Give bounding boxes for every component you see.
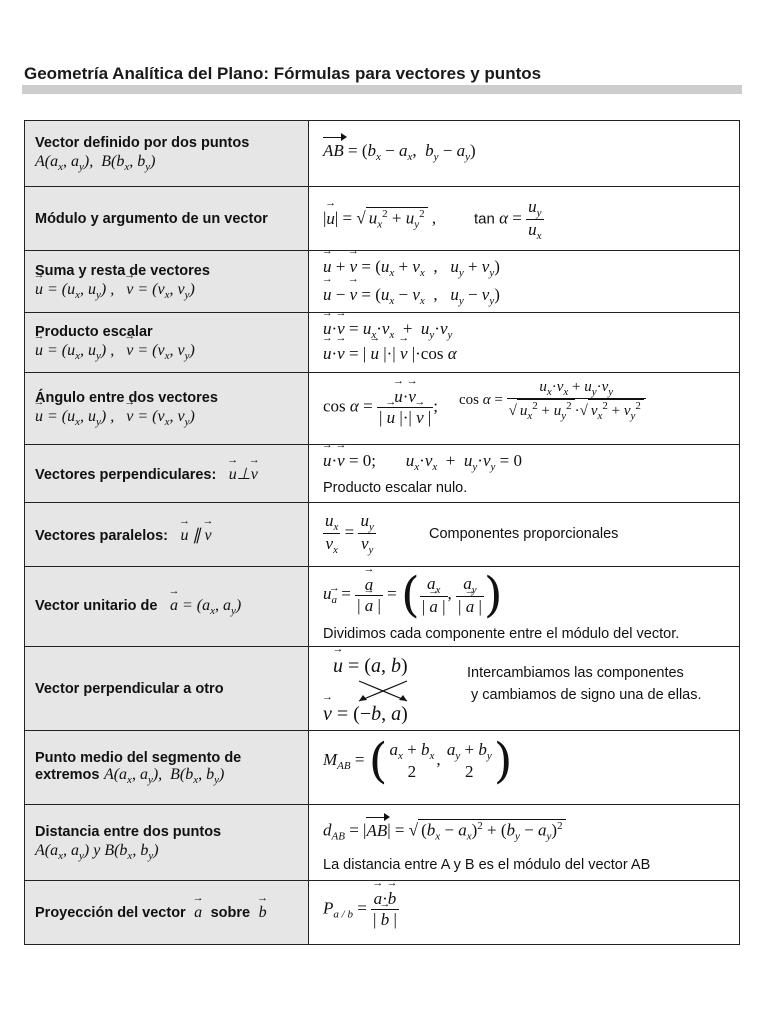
- row-formula: [309, 187, 740, 251]
- row-title: Vectores paralelos:: [35, 527, 168, 544]
- row-title: Proyección del vector: [35, 904, 186, 921]
- row-note: Dividimos cada componente entre el módulo del vector.: [323, 626, 680, 642]
- table-row: [25, 373, 740, 445]
- formula-text: → u = (a, b): [333, 655, 408, 678]
- row-label: [25, 121, 309, 187]
- formula-text: tan α = $\frac{u_y}{u_x}$: [474, 197, 542, 242]
- table-row: [25, 731, 740, 805]
- row-formula: [309, 121, 740, 187]
- formula-text: |→ u| = √ $u_x^2 + u_y^2$ ,: [323, 207, 436, 231]
- row-formula: [309, 805, 740, 881]
- formula-text: $P_{a / b}$ = → $\frac{a\cdot\to b}{| \to b |}$: [323, 889, 399, 930]
- row-title: Vectores perpendiculares:: [35, 466, 217, 483]
- row-title: Módulo y argumento de un vector: [35, 210, 268, 227]
- row-title: Suma y resta de vectores: [35, 262, 210, 279]
- table-row: [25, 445, 740, 503]
- formula-text: → v = (−b, a): [323, 703, 408, 726]
- row-label: [25, 445, 309, 503]
- swap-arrows-icon: [353, 679, 415, 705]
- row-label: [25, 251, 309, 313]
- row-formula: [309, 445, 740, 503]
- row-note: y cambiamos de signo una de ellas.: [471, 687, 702, 703]
- row-note: Componentes proporcionales: [429, 526, 619, 542]
- formula-text: → $u\cdot\to v = u_x\cdot v_x + u_y\cdot v_y$: [323, 319, 452, 341]
- formula-text: → u·→ v = 0; $u_x\cdot v_x + u_y\cdot v_y = 0$: [323, 451, 522, 473]
- row-title: Punto medio del segmento de: [35, 749, 242, 766]
- formula-text: $\frac{u_x}{v_x}$ = $\frac{u_y}{v_y}$: [325, 511, 374, 556]
- row-title: Vector unitario de: [35, 597, 158, 614]
- row-symbol: → u⊥→ v: [221, 466, 258, 483]
- row-formula: [309, 731, 740, 805]
- formula-text: AB = ($b_x - a_x$, $b_y - a_y$): [323, 141, 476, 163]
- row-formula: [309, 647, 740, 731]
- table-row: [25, 805, 740, 881]
- table-row: [25, 503, 740, 567]
- row-label: [25, 805, 309, 881]
- table-row: [25, 567, 740, 647]
- row-label: [25, 881, 309, 945]
- row-formula: [309, 881, 740, 945]
- row-title: sobre: [210, 904, 251, 921]
- row-label: [25, 187, 309, 251]
- row-subtitle: → $u = (u_x$, $u_y$) , → $v = (v_x$, $v_y$): [35, 408, 308, 428]
- formula-text: → u + → $v = (u_x + v_x$ , $u_y + v_y$): [323, 257, 500, 279]
- row-formula: [309, 313, 740, 373]
- row-title: Ángulo entre dos vectores: [35, 389, 218, 406]
- formula-text: → u·→ v = | → u |·| → v |·cos α: [323, 344, 457, 364]
- table-row: [25, 251, 740, 313]
- formula-table: [24, 120, 740, 945]
- row-label: [25, 647, 309, 731]
- page-title: Geometría Analítica del Plano: Fórmulas para vectores y puntos: [24, 64, 542, 83]
- row-symbol: → u ∥ → v: [172, 527, 211, 544]
- row-title: Vector perpendicular a otro: [35, 680, 224, 697]
- row-label: [25, 373, 309, 445]
- formula-text: cos α = $\frac{u_x\cdot v_x + u_y\cdot v_y}{√ u_x^2 + u_y^2 \cdot√ v_x^2 + v_y^2}$: [459, 379, 646, 422]
- formula-text: $M_{AB}$ = ( $a_x + b_x$ 2 , $a_y + b_y$ 2 ): [323, 733, 513, 789]
- row-symbol: → $a = (a_x$, $a_y$): [162, 597, 241, 614]
- formula-text: → u − → $v = (u_x - v_x$ , $u_y - v_y$): [323, 285, 500, 307]
- formula-text: u→ $_a$ = → $\frac{a}{| \to a |}$ = ( $\frac{a_x}{| \to a |}$ , $\frac{a_y}{| \to a |}$ ): [323, 571, 503, 619]
- row-formula: [309, 251, 740, 313]
- table-row: [25, 647, 740, 731]
- row-formula: [309, 373, 740, 445]
- row-subtitle: $A(a_x$, $a_y$) y $B(b_x$, $b_y$): [35, 841, 159, 862]
- row-label: [25, 313, 309, 373]
- row-subtitle: $A(a_x$, $a_y$), $B(b_x$, $b_y$): [35, 152, 156, 173]
- row-note: La distancia entre A y B es el módulo del vector AB: [323, 857, 651, 873]
- row-title: Vector definido por dos puntos: [35, 134, 250, 151]
- row-label: [25, 503, 309, 567]
- row-symbol: → b: [255, 904, 267, 921]
- row-title: Producto escalar: [35, 323, 153, 340]
- table-row: [25, 121, 740, 187]
- row-label: [25, 567, 309, 647]
- table-row: [25, 187, 740, 251]
- table-row: [25, 881, 740, 945]
- row-symbol: → a: [190, 904, 206, 921]
- row-subtitle: → $u = (u_x$, $u_y$) , → $v = (v_x$, $v_y$): [35, 342, 308, 362]
- row-title: extremos: [35, 766, 100, 783]
- row-note: Producto escalar nulo.: [323, 480, 468, 496]
- row-label: [25, 731, 309, 805]
- row-note: Intercambiamos las componentes: [467, 665, 684, 681]
- row-formula: [309, 567, 740, 647]
- row-subtitle: → $u = (u_x$, $u_y$) , → $v = (v_x$, $v_y$): [35, 281, 308, 301]
- formula-text: cos α = → $\frac{u\cdot\to v}{| \to u |\cdot| \to v |}$ ;: [323, 387, 438, 428]
- title-divider: [22, 85, 742, 94]
- row-title: Distancia entre dos puntos: [35, 823, 222, 840]
- formula-text: $d_{AB} = |AB|$ = √ $(b_x - a_x)^2 + (b_y - a_y)^2$: [323, 819, 566, 843]
- row-subtitle: $A(a_x$, $a_y$), $B(b_x$, $b_y$): [103, 765, 225, 786]
- table-row: [25, 313, 740, 373]
- row-formula: [309, 503, 740, 567]
